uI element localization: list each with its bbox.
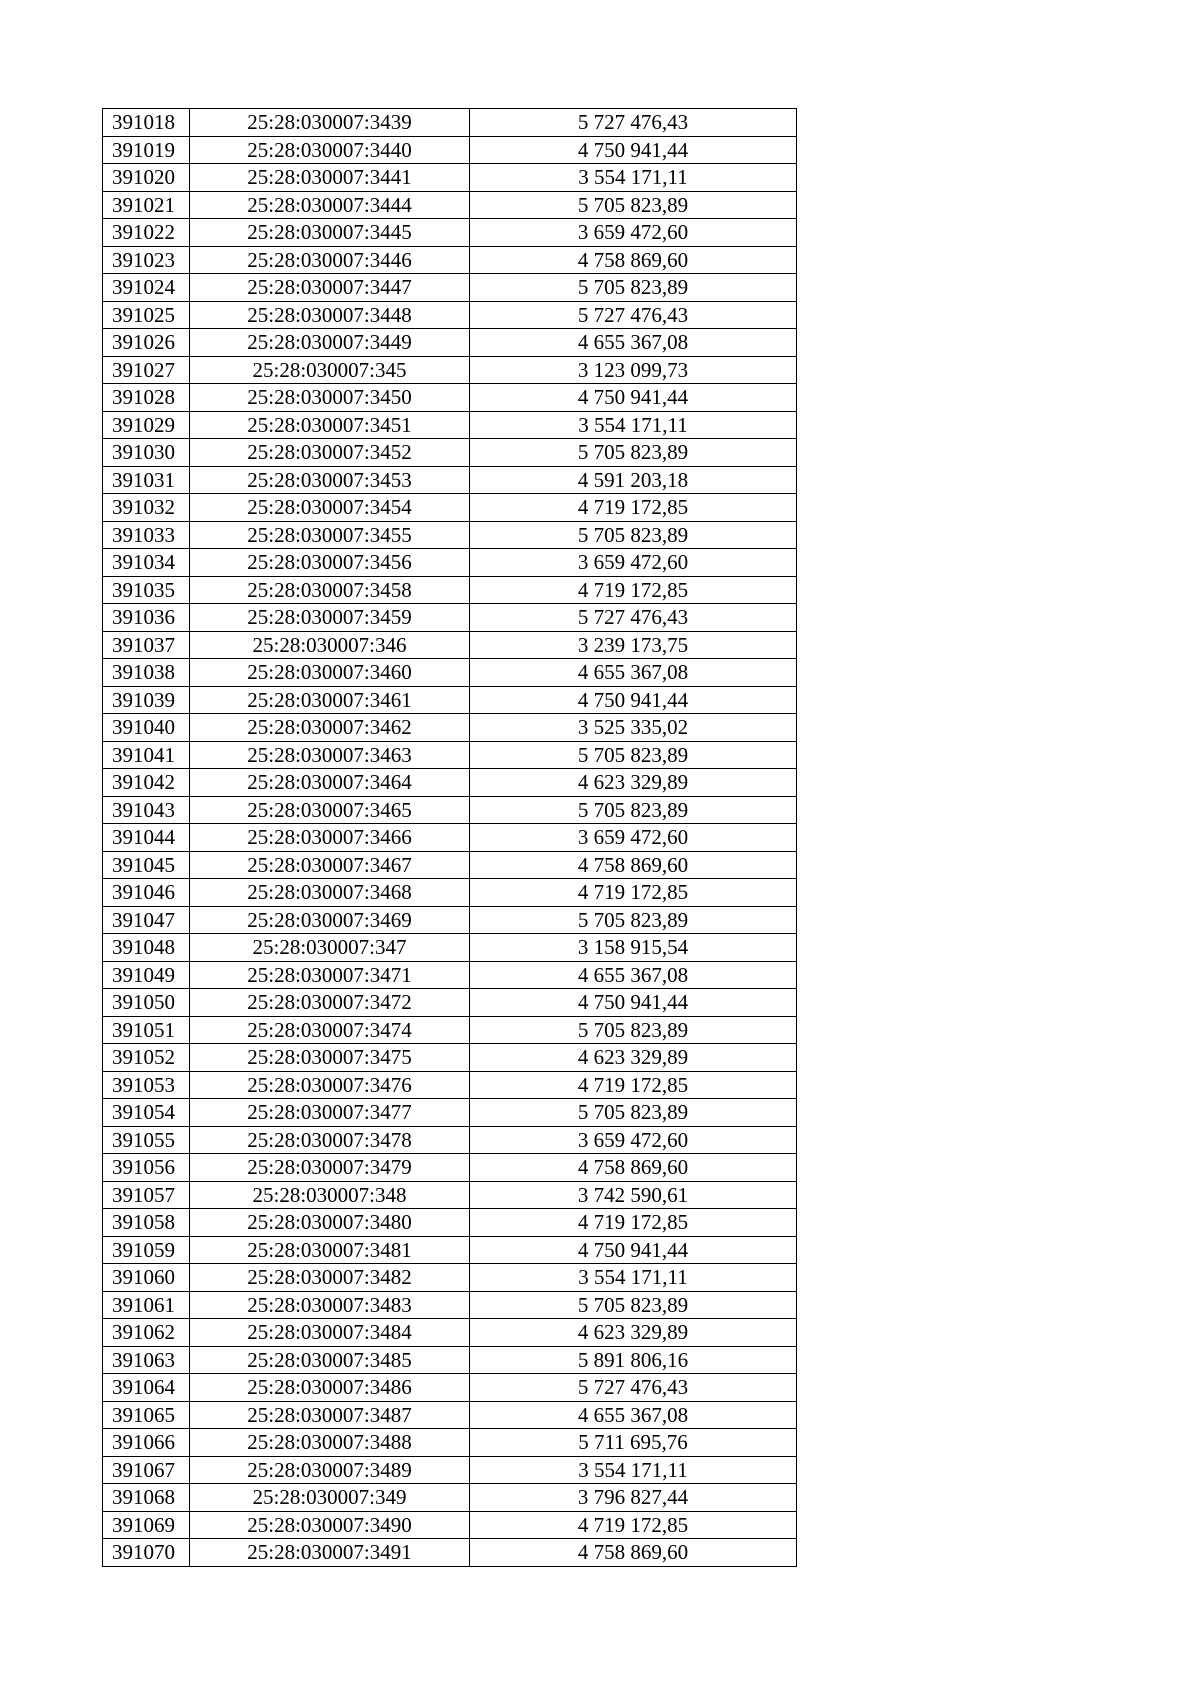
cadastral-number-cell: 25:28:030007:3447 <box>190 274 470 302</box>
table-row <box>103 1044 797 1072</box>
table-row <box>103 1511 797 1539</box>
row-number-cell: 391044 <box>103 824 190 852</box>
cadastral-number-cell: 25:28:030007:3461 <box>190 686 470 714</box>
cadastral-value-cell: 4 758 869,60 <box>470 246 797 274</box>
table-row <box>103 989 797 1017</box>
table-row <box>103 631 797 659</box>
cadastral-value-cell: 5 727 476,43 <box>470 604 797 632</box>
table-row <box>103 1154 797 1182</box>
table-row <box>103 521 797 549</box>
table-row <box>103 246 797 274</box>
cadastral-number-cell: 25:28:030007:3475 <box>190 1044 470 1072</box>
row-number-cell: 391062 <box>103 1319 190 1347</box>
table-row <box>103 549 797 577</box>
cadastral-number-cell: 25:28:030007:3490 <box>190 1511 470 1539</box>
cadastral-number-cell: 25:28:030007:3484 <box>190 1319 470 1347</box>
table-row <box>103 1456 797 1484</box>
table-row <box>103 1099 797 1127</box>
cadastral-value-cell: 4 591 203,18 <box>470 466 797 494</box>
row-number-cell: 391061 <box>103 1291 190 1319</box>
cadastral-value-cell: 4 655 367,08 <box>470 659 797 687</box>
row-number-cell: 391059 <box>103 1236 190 1264</box>
cadastral-number-cell: 25:28:030007:3448 <box>190 301 470 329</box>
cadastral-value-cell: 4 758 869,60 <box>470 1539 797 1567</box>
table-row <box>103 384 797 412</box>
row-number-cell: 391027 <box>103 356 190 384</box>
cadastral-number-cell: 25:28:030007:3480 <box>190 1209 470 1237</box>
table-row <box>103 109 797 137</box>
table-row <box>103 494 797 522</box>
table-row <box>103 714 797 742</box>
cadastral-value-cell: 4 758 869,60 <box>470 851 797 879</box>
cadastral-number-cell: 25:28:030007:3459 <box>190 604 470 632</box>
row-number-cell: 391051 <box>103 1016 190 1044</box>
cadastral-number-cell: 25:28:030007:3478 <box>190 1126 470 1154</box>
row-number-cell: 391033 <box>103 521 190 549</box>
row-number-cell: 391046 <box>103 879 190 907</box>
cadastral-number-cell: 25:28:030007:3471 <box>190 961 470 989</box>
row-number-cell: 391036 <box>103 604 190 632</box>
cadastral-value-cell: 4 719 172,85 <box>470 1511 797 1539</box>
table-row <box>103 136 797 164</box>
cadastral-number-cell: 25:28:030007:3456 <box>190 549 470 577</box>
cadastral-value-cell: 4 750 941,44 <box>470 384 797 412</box>
table-row <box>103 356 797 384</box>
cadastral-value-cell: 3 659 472,60 <box>470 219 797 247</box>
cadastral-number-cell: 25:28:030007:3481 <box>190 1236 470 1264</box>
cadastral-number-cell: 25:28:030007:3491 <box>190 1539 470 1567</box>
cadastral-value-cell: 5 705 823,89 <box>470 191 797 219</box>
cadastral-value-cell: 4 719 172,85 <box>470 494 797 522</box>
cadastral-number-cell: 25:28:030007:3464 <box>190 769 470 797</box>
row-number-cell: 391043 <box>103 796 190 824</box>
cadastral-value-cell: 5 705 823,89 <box>470 274 797 302</box>
cadastral-number-cell: 25:28:030007:3462 <box>190 714 470 742</box>
table-row <box>103 1539 797 1567</box>
cadastral-value-cell: 5 727 476,43 <box>470 301 797 329</box>
cadastral-number-cell: 25:28:030007:3474 <box>190 1016 470 1044</box>
row-number-cell: 391035 <box>103 576 190 604</box>
cadastral-number-cell: 25:28:030007:347 <box>190 934 470 962</box>
cadastral-number-cell: 25:28:030007:3460 <box>190 659 470 687</box>
row-number-cell: 391045 <box>103 851 190 879</box>
row-number-cell: 391019 <box>103 136 190 164</box>
cadastral-value-cell: 5 705 823,89 <box>470 439 797 467</box>
table-row <box>103 1181 797 1209</box>
cadastral-number-cell: 25:28:030007:348 <box>190 1181 470 1209</box>
cadastral-value-cell: 5 705 823,89 <box>470 1016 797 1044</box>
cadastral-number-cell: 25:28:030007:3451 <box>190 411 470 439</box>
cadastral-number-cell: 25:28:030007:3458 <box>190 576 470 604</box>
cadastral-value-cell: 3 525 335,02 <box>470 714 797 742</box>
row-number-cell: 391025 <box>103 301 190 329</box>
cadastral-number-cell: 25:28:030007:3455 <box>190 521 470 549</box>
cadastral-number-cell: 25:28:030007:3446 <box>190 246 470 274</box>
cadastral-number-cell: 25:28:030007:3469 <box>190 906 470 934</box>
cadastral-number-cell: 25:28:030007:3445 <box>190 219 470 247</box>
table-row <box>103 769 797 797</box>
table-row <box>103 1126 797 1154</box>
row-number-cell: 391050 <box>103 989 190 1017</box>
table-row <box>103 1484 797 1512</box>
row-number-cell: 391056 <box>103 1154 190 1182</box>
table-row <box>103 1374 797 1402</box>
cadastral-value-cell: 4 750 941,44 <box>470 1236 797 1264</box>
cadastral-value-cell: 3 158 915,54 <box>470 934 797 962</box>
cadastral-value-cell: 3 123 099,73 <box>470 356 797 384</box>
cadastral-value-cell: 5 705 823,89 <box>470 1291 797 1319</box>
row-number-cell: 391048 <box>103 934 190 962</box>
row-number-cell: 391060 <box>103 1264 190 1292</box>
cadastral-number-cell: 25:28:030007:3472 <box>190 989 470 1017</box>
cadastral-number-cell: 25:28:030007:3468 <box>190 879 470 907</box>
row-number-cell: 391023 <box>103 246 190 274</box>
row-number-cell: 391064 <box>103 1374 190 1402</box>
row-number-cell: 391031 <box>103 466 190 494</box>
table-row <box>103 879 797 907</box>
table-row <box>103 576 797 604</box>
cadastral-value-cell: 3 659 472,60 <box>470 824 797 852</box>
cadastral-value-cell: 3 554 171,11 <box>470 164 797 192</box>
row-number-cell: 391018 <box>103 109 190 137</box>
row-number-cell: 391028 <box>103 384 190 412</box>
table-row <box>103 659 797 687</box>
cadastral-value-cell: 3 742 590,61 <box>470 1181 797 1209</box>
cadastral-number-cell: 25:28:030007:3450 <box>190 384 470 412</box>
cadastral-number-cell: 25:28:030007:3483 <box>190 1291 470 1319</box>
cadastral-value-cell: 3 554 171,11 <box>470 1264 797 1292</box>
table-row <box>103 164 797 192</box>
cadastral-value-cell: 5 705 823,89 <box>470 796 797 824</box>
row-number-cell: 391029 <box>103 411 190 439</box>
table-row <box>103 219 797 247</box>
cadastral-number-cell: 25:28:030007:3485 <box>190 1346 470 1374</box>
table-row <box>103 466 797 494</box>
cadastral-number-cell: 25:28:030007:3482 <box>190 1264 470 1292</box>
row-number-cell: 391052 <box>103 1044 190 1072</box>
row-number-cell: 391053 <box>103 1071 190 1099</box>
row-number-cell: 391039 <box>103 686 190 714</box>
row-number-cell: 391049 <box>103 961 190 989</box>
table-row <box>103 1264 797 1292</box>
cadastral-value-cell: 3 554 171,11 <box>470 1456 797 1484</box>
cadastral-value-cell: 5 727 476,43 <box>470 109 797 137</box>
cadastral-value-cell: 4 750 941,44 <box>470 686 797 714</box>
cadastral-value-cell: 5 705 823,89 <box>470 1099 797 1127</box>
row-number-cell: 391040 <box>103 714 190 742</box>
cadastral-number-cell: 25:28:030007:3466 <box>190 824 470 852</box>
cadastral-number-cell: 25:28:030007:3465 <box>190 796 470 824</box>
table-row <box>103 1346 797 1374</box>
table-row <box>103 604 797 632</box>
row-number-cell: 391063 <box>103 1346 190 1374</box>
table-row <box>103 1209 797 1237</box>
cadastral-value-cell: 3 239 173,75 <box>470 631 797 659</box>
cadastral-number-cell: 25:28:030007:3444 <box>190 191 470 219</box>
cadastral-value-table <box>102 108 797 1567</box>
cadastral-number-cell: 25:28:030007:3488 <box>190 1429 470 1457</box>
cadastral-number-cell: 25:28:030007:345 <box>190 356 470 384</box>
cadastral-number-cell: 25:28:030007:3479 <box>190 1154 470 1182</box>
row-number-cell: 391070 <box>103 1539 190 1567</box>
row-number-cell: 391055 <box>103 1126 190 1154</box>
row-number-cell: 391042 <box>103 769 190 797</box>
row-number-cell: 391034 <box>103 549 190 577</box>
cadastral-value-cell: 5 727 476,43 <box>470 1374 797 1402</box>
table-row <box>103 824 797 852</box>
table-row <box>103 301 797 329</box>
table-row <box>103 329 797 357</box>
cadastral-number-cell: 25:28:030007:3477 <box>190 1099 470 1127</box>
table-row <box>103 274 797 302</box>
row-number-cell: 391021 <box>103 191 190 219</box>
row-number-cell: 391022 <box>103 219 190 247</box>
cadastral-number-cell: 25:28:030007:3440 <box>190 136 470 164</box>
cadastral-number-cell: 25:28:030007:3452 <box>190 439 470 467</box>
cadastral-value-cell: 4 655 367,08 <box>470 1401 797 1429</box>
cadastral-number-cell: 25:28:030007:3454 <box>190 494 470 522</box>
cadastral-value-cell: 5 705 823,89 <box>470 741 797 769</box>
table-row <box>103 851 797 879</box>
cadastral-value-cell: 4 655 367,08 <box>470 329 797 357</box>
row-number-cell: 391068 <box>103 1484 190 1512</box>
row-number-cell: 391069 <box>103 1511 190 1539</box>
table-row <box>103 1236 797 1264</box>
cadastral-number-cell: 25:28:030007:346 <box>190 631 470 659</box>
cadastral-value-cell: 4 750 941,44 <box>470 989 797 1017</box>
table-row <box>103 686 797 714</box>
cadastral-value-cell: 4 623 329,89 <box>470 769 797 797</box>
table-row <box>103 906 797 934</box>
cadastral-value-cell: 3 659 472,60 <box>470 549 797 577</box>
row-number-cell: 391030 <box>103 439 190 467</box>
table-row <box>103 961 797 989</box>
cadastral-number-cell: 25:28:030007:3489 <box>190 1456 470 1484</box>
cadastral-value-cell: 5 705 823,89 <box>470 906 797 934</box>
table-row <box>103 1291 797 1319</box>
cadastral-value-cell: 5 891 806,16 <box>470 1346 797 1374</box>
cadastral-value-cell: 4 719 172,85 <box>470 576 797 604</box>
table-row <box>103 1319 797 1347</box>
row-number-cell: 391020 <box>103 164 190 192</box>
cadastral-value-cell: 4 655 367,08 <box>470 961 797 989</box>
row-number-cell: 391038 <box>103 659 190 687</box>
row-number-cell: 391057 <box>103 1181 190 1209</box>
row-number-cell: 391054 <box>103 1099 190 1127</box>
cadastral-number-cell: 25:28:030007:3441 <box>190 164 470 192</box>
cadastral-number-cell: 25:28:030007:349 <box>190 1484 470 1512</box>
cadastral-number-cell: 25:28:030007:3476 <box>190 1071 470 1099</box>
table-row <box>103 1429 797 1457</box>
cadastral-value-cell: 4 758 869,60 <box>470 1154 797 1182</box>
cadastral-value-cell: 4 623 329,89 <box>470 1044 797 1072</box>
table-row <box>103 439 797 467</box>
table-body <box>103 109 797 1567</box>
cadastral-number-cell: 25:28:030007:3453 <box>190 466 470 494</box>
table-row <box>103 1071 797 1099</box>
cadastral-number-cell: 25:28:030007:3487 <box>190 1401 470 1429</box>
row-number-cell: 391065 <box>103 1401 190 1429</box>
cadastral-number-cell: 25:28:030007:3486 <box>190 1374 470 1402</box>
row-number-cell: 391041 <box>103 741 190 769</box>
row-number-cell: 391058 <box>103 1209 190 1237</box>
row-number-cell: 391024 <box>103 274 190 302</box>
row-number-cell: 391032 <box>103 494 190 522</box>
row-number-cell: 391026 <box>103 329 190 357</box>
row-number-cell: 391047 <box>103 906 190 934</box>
cadastral-value-cell: 4 719 172,85 <box>470 1209 797 1237</box>
cadastral-value-cell: 4 719 172,85 <box>470 879 797 907</box>
cadastral-value-cell: 3 796 827,44 <box>470 1484 797 1512</box>
cadastral-value-cell: 4 623 329,89 <box>470 1319 797 1347</box>
row-number-cell: 391066 <box>103 1429 190 1457</box>
cadastral-value-cell: 5 705 823,89 <box>470 521 797 549</box>
cadastral-value-cell: 3 554 171,11 <box>470 411 797 439</box>
cadastral-value-cell: 5 711 695,76 <box>470 1429 797 1457</box>
cadastral-number-cell: 25:28:030007:3467 <box>190 851 470 879</box>
table-row <box>103 411 797 439</box>
table-row <box>103 191 797 219</box>
table-row <box>103 1016 797 1044</box>
cadastral-value-cell: 4 750 941,44 <box>470 136 797 164</box>
table-row <box>103 1401 797 1429</box>
cadastral-value-cell: 3 659 472,60 <box>470 1126 797 1154</box>
cadastral-number-cell: 25:28:030007:3439 <box>190 109 470 137</box>
cadastral-value-cell: 4 719 172,85 <box>470 1071 797 1099</box>
cadastral-number-cell: 25:28:030007:3463 <box>190 741 470 769</box>
row-number-cell: 391067 <box>103 1456 190 1484</box>
table-row <box>103 741 797 769</box>
row-number-cell: 391037 <box>103 631 190 659</box>
cadastral-number-cell: 25:28:030007:3449 <box>190 329 470 357</box>
table-row <box>103 934 797 962</box>
table-row <box>103 796 797 824</box>
